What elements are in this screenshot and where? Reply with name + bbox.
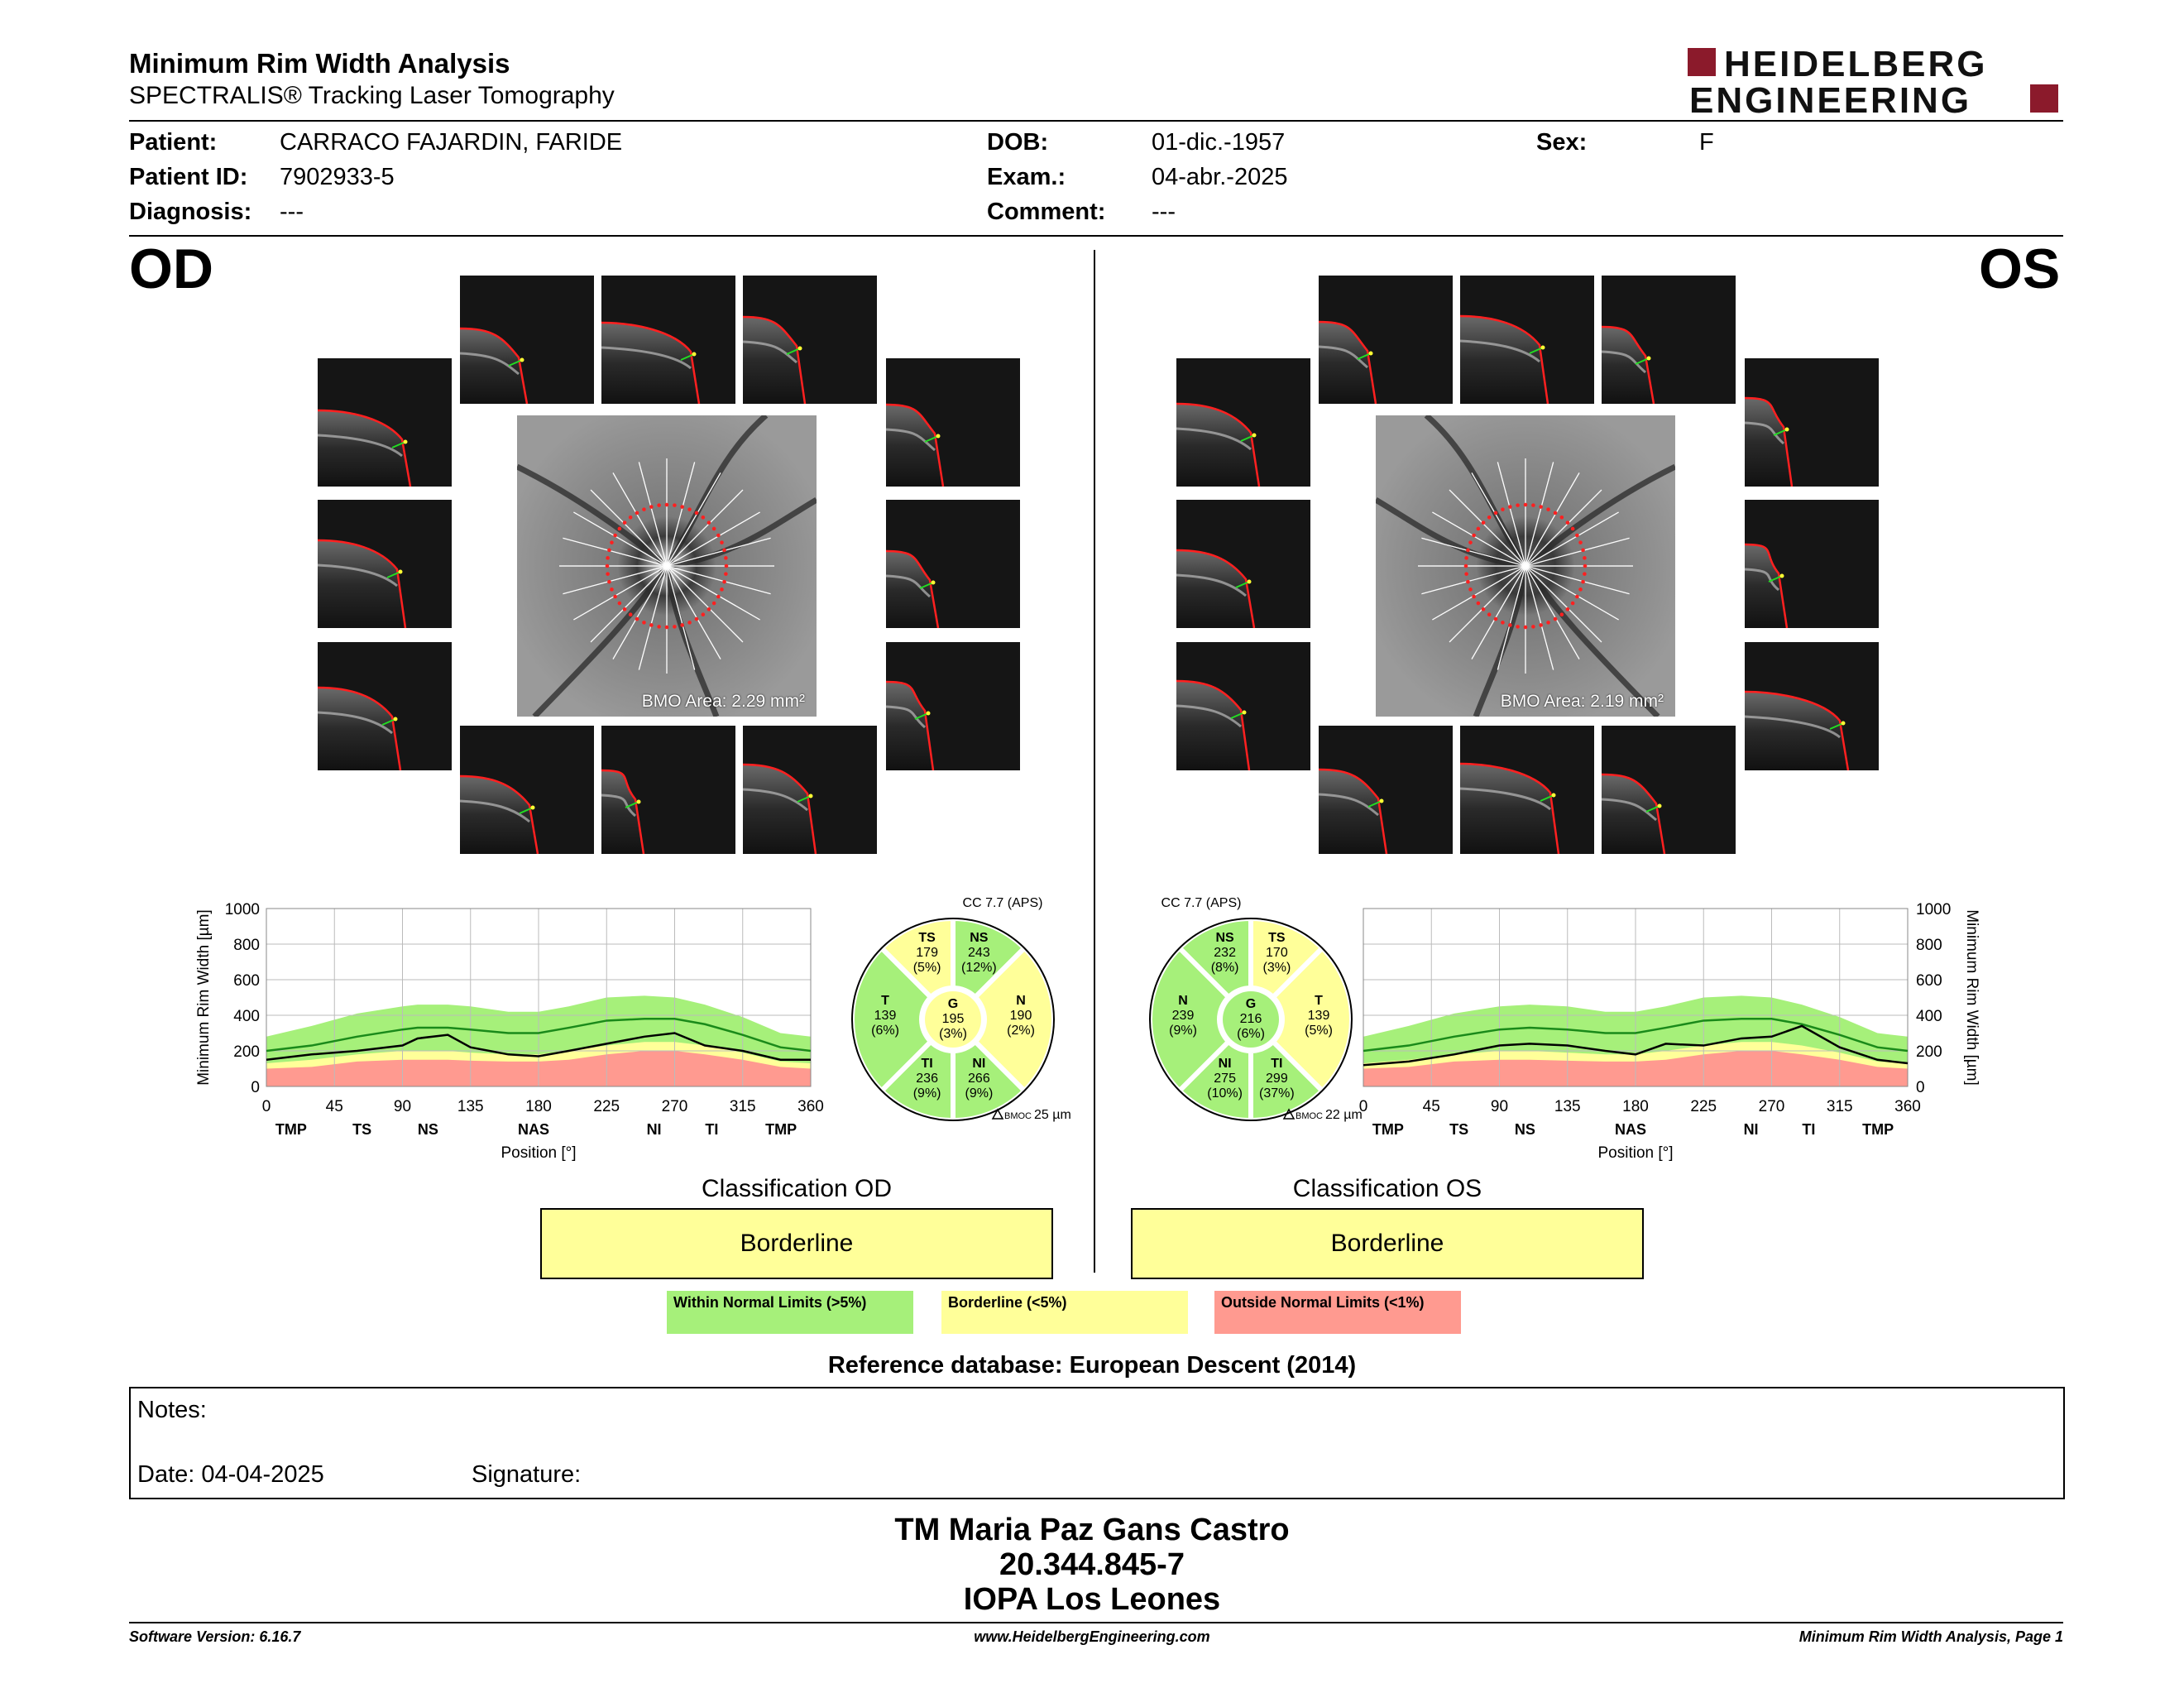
sector-text: T bbox=[1315, 994, 1323, 1008]
bmo-point bbox=[695, 617, 699, 621]
sector-axis-label: NS bbox=[417, 1121, 438, 1138]
sector-axis-label: TI bbox=[1802, 1121, 1816, 1138]
comment-label: Comment: bbox=[987, 199, 1106, 225]
patient-id-label: Patient ID: bbox=[129, 164, 248, 190]
sector-text: 179 bbox=[916, 946, 938, 961]
bmo-point bbox=[1501, 507, 1505, 511]
heidelberg-logo bbox=[1688, 45, 2060, 116]
od-oct-scan-8 bbox=[318, 642, 452, 770]
sector-text: N bbox=[1178, 994, 1188, 1008]
bmo-point bbox=[629, 612, 633, 616]
y-tick-label: 200 bbox=[233, 1043, 260, 1061]
os-oct-scan-6 bbox=[1176, 500, 1310, 628]
sector-axis-label: NI bbox=[1743, 1121, 1759, 1138]
bmo-point bbox=[1466, 580, 1470, 584]
sector-text: (5%) bbox=[1305, 1024, 1333, 1038]
os-oct-scan-8 bbox=[1176, 642, 1310, 770]
os-oct-scan-4 bbox=[1176, 358, 1310, 487]
sector-text: 139 bbox=[874, 1009, 897, 1023]
bmo-point bbox=[1464, 556, 1468, 560]
os-oct-scan-7 bbox=[1745, 500, 1879, 628]
sector-text: (9%) bbox=[965, 1086, 994, 1101]
bmo-point bbox=[635, 617, 639, 621]
od-oct-scan-9 bbox=[886, 642, 1020, 770]
center-divider bbox=[1094, 250, 1095, 1273]
bmo-point bbox=[649, 623, 654, 627]
sector-text: 139 bbox=[1307, 1009, 1330, 1023]
bmo-point bbox=[657, 503, 661, 507]
od-classification-box: Borderline bbox=[540, 1208, 1053, 1279]
bmo-point bbox=[1468, 540, 1473, 544]
patient-id-value: 7902933-5 bbox=[280, 164, 395, 190]
signer-name: TM Maria Paz Gans Castro bbox=[894, 1513, 1290, 1547]
bmo-point bbox=[623, 607, 627, 611]
sector-text: N bbox=[1016, 994, 1026, 1008]
logo-line1: HEIDELBERG bbox=[1724, 45, 1988, 84]
sector-text: NS bbox=[1215, 931, 1234, 946]
bmo-point bbox=[724, 572, 728, 576]
bmo-point bbox=[1554, 617, 1558, 621]
bmo-point bbox=[724, 556, 728, 560]
x-tick-label: 135 bbox=[1554, 1098, 1581, 1115]
x-tick-label: 45 bbox=[1422, 1098, 1440, 1115]
bmo-point bbox=[1571, 602, 1575, 606]
sector-text: 236 bbox=[916, 1071, 938, 1086]
bmo-point bbox=[1539, 623, 1543, 627]
bmo-point bbox=[1583, 572, 1587, 576]
bmo-point bbox=[1581, 580, 1585, 584]
sector-text: (6%) bbox=[871, 1024, 899, 1038]
report-title: Minimum Rim Width Analysis bbox=[129, 48, 510, 79]
x-tick-label: 360 bbox=[1894, 1098, 1921, 1115]
page-label: Minimum Rim Width Analysis, Page 1 bbox=[1798, 1628, 2063, 1645]
bmo-point bbox=[635, 511, 639, 516]
bmo-point bbox=[1464, 564, 1468, 568]
reference-database: Reference database: European Descent (2014) bbox=[827, 1352, 1357, 1379]
bmo-point bbox=[1554, 511, 1558, 516]
bmo-point bbox=[1583, 556, 1587, 560]
bmo-point bbox=[680, 623, 684, 627]
legend-within-normal: Within Normal Limits (>5%) bbox=[667, 1291, 913, 1334]
sector-text: 239 bbox=[1171, 1009, 1195, 1023]
notes-box bbox=[129, 1387, 2065, 1499]
y-tick-label: 400 bbox=[1916, 1008, 1942, 1025]
bmo-point bbox=[1466, 549, 1470, 553]
sector-text: 190 bbox=[1009, 1009, 1032, 1023]
od-oct-scan-7 bbox=[886, 500, 1020, 628]
bmo-point bbox=[1524, 503, 1528, 507]
bmo-point bbox=[1539, 505, 1543, 509]
bmo-point bbox=[649, 505, 654, 509]
x-tick-label: 180 bbox=[1622, 1098, 1649, 1115]
sector-axis-label: TMP bbox=[275, 1121, 307, 1138]
od-mrw-chart bbox=[190, 894, 827, 1175]
bmoc-value: 25 µm bbox=[1034, 1108, 1071, 1122]
bmo-point bbox=[725, 564, 729, 568]
signer-rut: 20.344.845-7 bbox=[999, 1547, 1185, 1582]
od-oct-scan-4 bbox=[318, 358, 452, 487]
bmo-point bbox=[712, 527, 716, 531]
y-tick-label: 600 bbox=[1916, 972, 1942, 990]
sector-text: (8%) bbox=[1210, 961, 1239, 976]
bmo-point bbox=[1516, 503, 1520, 507]
software-version: Software Version: 6.16.7 bbox=[129, 1628, 301, 1645]
x-tick-label: 315 bbox=[1826, 1098, 1853, 1115]
bmo-point bbox=[613, 595, 617, 599]
bmo-point bbox=[665, 626, 669, 630]
od-oct-scan-5 bbox=[886, 358, 1020, 487]
bmoc-value: 22 µm bbox=[1325, 1108, 1363, 1122]
x-tick-label: 0 bbox=[1358, 1098, 1368, 1115]
diagnosis-value: --- bbox=[280, 199, 304, 225]
bmo-point bbox=[1508, 623, 1512, 627]
bmo-point bbox=[1524, 626, 1528, 630]
sector-text: (10%) bbox=[1207, 1086, 1243, 1101]
bmo-point bbox=[1508, 505, 1512, 509]
y-tick-label: 200 bbox=[1916, 1043, 1942, 1061]
sector-axis-label: TMP bbox=[765, 1121, 797, 1138]
os-oct-scan-9 bbox=[1745, 642, 1879, 770]
sector-global-text: 216 bbox=[1239, 1012, 1262, 1026]
cc-label: CC 7.7 (APS) bbox=[1161, 896, 1242, 910]
bmo-point bbox=[1560, 612, 1564, 616]
od-classification-title: Classification OD bbox=[701, 1175, 893, 1202]
signer-institution: IOPA Los Leones bbox=[963, 1582, 1221, 1617]
bmo-point bbox=[1464, 572, 1468, 576]
sector-text: TS bbox=[1268, 931, 1286, 946]
sector-text: 170 bbox=[1266, 946, 1288, 961]
sector-global-text: 195 bbox=[941, 1012, 965, 1026]
comment-value: --- bbox=[1152, 199, 1176, 225]
bmo-point bbox=[680, 505, 684, 509]
sector-axis-label: NI bbox=[646, 1121, 662, 1138]
footer-rule bbox=[129, 1622, 2063, 1623]
sector-text: (2%) bbox=[1007, 1024, 1035, 1038]
bmo-point bbox=[606, 556, 610, 560]
sector-text: 275 bbox=[1214, 1071, 1236, 1086]
os-classification-title: Classification OS bbox=[1292, 1175, 1482, 1202]
sector-text: NI bbox=[1218, 1056, 1232, 1071]
sector-text: T bbox=[881, 994, 889, 1008]
bmo-point bbox=[1516, 625, 1520, 629]
bmo-point bbox=[1477, 527, 1481, 531]
od-oct-scan-12 bbox=[743, 726, 877, 854]
bmo-point bbox=[673, 625, 677, 629]
sector-text: 243 bbox=[968, 946, 990, 961]
x-tick-label: 90 bbox=[393, 1098, 412, 1115]
bmo-point bbox=[707, 607, 711, 611]
legend-borderline: Borderline (<5%) bbox=[941, 1291, 1188, 1334]
x-tick-label: 225 bbox=[593, 1098, 620, 1115]
sector-axis-label: TS bbox=[1449, 1121, 1469, 1138]
sector-text: TI bbox=[921, 1056, 933, 1071]
sector-axis-label: TMP bbox=[1372, 1121, 1404, 1138]
y-tick-label: 800 bbox=[1916, 937, 1942, 954]
y-tick-label: 400 bbox=[233, 1008, 260, 1025]
y-axis-title: Minimum Rim Width [µm] bbox=[1963, 909, 1980, 1086]
y-tick-label: 1000 bbox=[1916, 901, 1952, 918]
bmo-point bbox=[1531, 625, 1535, 629]
x-tick-label: 225 bbox=[1690, 1098, 1717, 1115]
od-oct-scan-6 bbox=[318, 500, 452, 628]
os-oct-scan-5 bbox=[1745, 358, 1879, 487]
dob-value: 01-dic.-1957 bbox=[1152, 129, 1286, 156]
bmo-point bbox=[1472, 534, 1476, 538]
bmo-point bbox=[673, 503, 677, 507]
od-oct-scan-1 bbox=[460, 276, 594, 404]
os-oct-scan-11 bbox=[1460, 726, 1594, 854]
bmo-point bbox=[722, 549, 726, 553]
bmo-point bbox=[1575, 595, 1579, 599]
bmo-point bbox=[1468, 587, 1473, 592]
bmo-point bbox=[606, 572, 610, 576]
logo-line2: ENGINEERING bbox=[1689, 80, 1972, 116]
y-tick-label: 600 bbox=[233, 972, 260, 990]
sector-text: (5%) bbox=[912, 961, 941, 976]
exam-label: Exam.: bbox=[987, 164, 1066, 190]
bmo-point bbox=[1546, 621, 1550, 625]
sector-text: (37%) bbox=[1259, 1086, 1295, 1101]
bmo-point bbox=[1583, 564, 1588, 568]
x-tick-label: 270 bbox=[1758, 1098, 1785, 1115]
x-axis-title: Position [°] bbox=[500, 1144, 577, 1162]
bmo-point bbox=[695, 511, 699, 516]
x-tick-label: 180 bbox=[525, 1098, 552, 1115]
bmo-point bbox=[642, 621, 646, 625]
notes-date: Date: 04-04-2025 bbox=[137, 1461, 324, 1488]
x-tick-label: 90 bbox=[1490, 1098, 1509, 1115]
sector-text: TI bbox=[1271, 1056, 1283, 1071]
bmo-point bbox=[1494, 511, 1498, 516]
website-link[interactable]: www.HeidelbergEngineering.com bbox=[974, 1628, 1210, 1645]
x-tick-label: 360 bbox=[797, 1098, 824, 1115]
bmo-point bbox=[1581, 549, 1585, 553]
bmo-point bbox=[1482, 520, 1486, 525]
bmo-point bbox=[642, 507, 646, 511]
sector-axis-label: NS bbox=[1514, 1121, 1535, 1138]
bmo-point bbox=[1494, 617, 1498, 621]
bmo-point bbox=[657, 625, 661, 629]
sex-label: Sex: bbox=[1536, 129, 1588, 156]
os-oct-scan-2 bbox=[1460, 276, 1594, 404]
sector-global-text: G bbox=[1245, 997, 1257, 1011]
bmo-point bbox=[1566, 520, 1570, 525]
bmo-point bbox=[1578, 587, 1583, 592]
bmo-point bbox=[687, 621, 692, 625]
bmo-point bbox=[1472, 595, 1476, 599]
bmo-point bbox=[1531, 503, 1535, 507]
bmo-point bbox=[613, 534, 617, 538]
bmo-point bbox=[606, 564, 610, 568]
x-tick-label: 0 bbox=[261, 1098, 271, 1115]
bmo-point bbox=[707, 520, 711, 525]
y-tick-label: 0 bbox=[251, 1079, 260, 1096]
info-rule bbox=[129, 235, 2063, 237]
bmo-point bbox=[720, 587, 724, 592]
os-oct-scan-12 bbox=[1602, 726, 1736, 854]
signature-label: Signature: bbox=[472, 1461, 582, 1488]
diagnosis-label: Diagnosis: bbox=[129, 199, 252, 225]
bmo-point bbox=[1575, 534, 1579, 538]
x-tick-label: 270 bbox=[661, 1098, 688, 1115]
od-sector-wheel bbox=[836, 890, 1084, 1125]
od-label: OD bbox=[129, 237, 213, 300]
bmo-point bbox=[1571, 527, 1575, 531]
od-bmo-area: BMO Area: 2.29 mm² bbox=[641, 692, 805, 711]
dob-label: DOB: bbox=[987, 129, 1049, 156]
bmo-point bbox=[720, 540, 724, 544]
sector-global-text: (6%) bbox=[1237, 1027, 1265, 1041]
bmo-point bbox=[618, 602, 622, 606]
os-fundus-image bbox=[1376, 415, 1675, 717]
y-tick-label: 0 bbox=[1916, 1079, 1925, 1096]
x-tick-label: 135 bbox=[457, 1098, 484, 1115]
os-label: OS bbox=[1979, 237, 2061, 300]
y-axis-title: Minimum Rim Width [µm] bbox=[195, 909, 213, 1086]
patient-label: Patient: bbox=[129, 129, 218, 156]
sector-text: (3%) bbox=[1262, 961, 1291, 976]
sector-text: 266 bbox=[968, 1071, 990, 1086]
bmo-point bbox=[1487, 516, 1492, 520]
y-tick-label: 1000 bbox=[224, 901, 260, 918]
y-tick-label: 800 bbox=[233, 937, 260, 954]
sector-text: (9%) bbox=[912, 1086, 941, 1101]
sector-global-text: G bbox=[947, 997, 959, 1011]
bmo-point bbox=[618, 527, 622, 531]
legend-outside-normal: Outside Normal Limits (<1%) bbox=[1214, 1291, 1461, 1334]
od-oct-scan-2 bbox=[601, 276, 735, 404]
bmo-point bbox=[610, 587, 614, 592]
os-oct-scan-1 bbox=[1319, 276, 1453, 404]
bmo-point bbox=[1546, 507, 1550, 511]
x-tick-label: 45 bbox=[325, 1098, 343, 1115]
sector-text: NI bbox=[972, 1056, 986, 1071]
sector-text: 232 bbox=[1214, 946, 1236, 961]
bmo-point bbox=[716, 534, 721, 538]
bmo-point bbox=[1578, 540, 1583, 544]
exam-value: 04-abr.-2025 bbox=[1152, 164, 1288, 190]
os-sector-wheel bbox=[1133, 890, 1382, 1125]
sector-axis-label: TS bbox=[352, 1121, 372, 1138]
patient-value: CARRACO FAJARDIN, FARIDE bbox=[280, 129, 623, 156]
bmo-point bbox=[1501, 621, 1505, 625]
sector-axis-label: NAS bbox=[1615, 1121, 1647, 1138]
os-classification-box: Borderline bbox=[1131, 1208, 1644, 1279]
sector-axis-label: NAS bbox=[518, 1121, 550, 1138]
bmo-point bbox=[607, 549, 611, 553]
bmo-point bbox=[1477, 602, 1481, 606]
bmoc-symbol: BMOC bbox=[1004, 1111, 1032, 1121]
os-oct-scan-3 bbox=[1602, 276, 1736, 404]
os-bmo-area: BMO Area: 2.19 mm² bbox=[1500, 692, 1664, 711]
bmo-point bbox=[1560, 516, 1564, 520]
sex-value: F bbox=[1699, 129, 1714, 156]
bmo-point bbox=[722, 580, 726, 584]
sector-axis-label: TMP bbox=[1862, 1121, 1894, 1138]
os-oct-scan-10 bbox=[1319, 726, 1453, 854]
od-oct-scan-11 bbox=[601, 726, 735, 854]
bmo-point bbox=[716, 595, 721, 599]
bmo-point bbox=[1487, 612, 1492, 616]
report-subtitle: SPECTRALIS® Tracking Laser Tomography bbox=[129, 82, 615, 109]
sector-text: (9%) bbox=[1169, 1024, 1197, 1038]
sector-text: (12%) bbox=[961, 961, 997, 976]
sector-text: TS bbox=[918, 931, 936, 946]
bmo-point bbox=[629, 516, 633, 520]
bmo-point bbox=[687, 507, 692, 511]
notes-label: Notes: bbox=[137, 1397, 207, 1423]
bmo-point bbox=[665, 503, 669, 507]
bmo-point bbox=[610, 540, 614, 544]
os-mrw-chart bbox=[1357, 894, 1994, 1175]
bmo-point bbox=[712, 602, 716, 606]
sector-text: 299 bbox=[1266, 1071, 1288, 1086]
bmo-point bbox=[607, 580, 611, 584]
od-oct-scan-3 bbox=[743, 276, 877, 404]
bmo-point bbox=[623, 520, 627, 525]
od-fundus-image bbox=[517, 415, 817, 717]
bmo-point bbox=[1482, 607, 1486, 611]
bmo-point bbox=[702, 516, 706, 520]
header-rule bbox=[129, 120, 2063, 122]
sector-axis-label: TI bbox=[705, 1121, 719, 1138]
x-tick-label: 315 bbox=[729, 1098, 756, 1115]
x-axis-title: Position [°] bbox=[1597, 1144, 1674, 1162]
bmo-point bbox=[1566, 607, 1570, 611]
bmo-point bbox=[702, 612, 706, 616]
od-oct-scan-10 bbox=[460, 726, 594, 854]
sector-global-text: (3%) bbox=[939, 1027, 967, 1041]
bmoc-symbol: BMOC bbox=[1296, 1111, 1323, 1121]
cc-label: CC 7.7 (APS) bbox=[962, 896, 1043, 910]
sector-text: NS bbox=[970, 931, 989, 946]
